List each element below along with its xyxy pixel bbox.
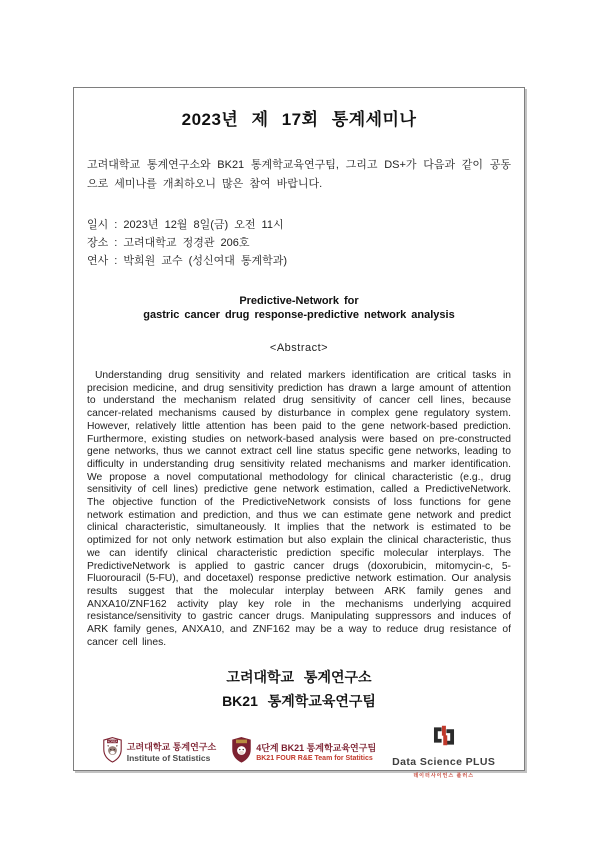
institute-logo-text	[127, 741, 216, 764]
event-speaker: 연사 : 박희원 교수 (성신여대 통계학과)	[87, 255, 288, 267]
host-line-1: 고려대학교 통계연구소	[226, 669, 372, 686]
institute-name-en: Institute of Statistics	[126, 753, 211, 764]
logo-row	[87, 725, 511, 780]
page-title: 2023년 제 17회 통계세미나	[181, 110, 417, 129]
host-organizations	[87, 665, 511, 713]
data-science-plus-logo	[392, 725, 495, 780]
announcement-card	[73, 87, 525, 780]
ku-crest-icon	[103, 737, 122, 768]
ds-plus-name-ko: 데이터사이언스 플러스	[413, 773, 475, 780]
event-location: 장소 : 고려대학교 정경관 206호	[87, 237, 250, 249]
ds-plus-name-en: Data Science PLUS	[392, 756, 496, 769]
bk21-name-ko: 4단계 BK21 통계학교육연구팀	[256, 742, 377, 753]
bk21-name-en: BK21 FOUR R&E Team for Statitics	[256, 754, 373, 762]
abstract-text: Understanding drug sensitivity and related markers identification are critical tasks in precision medicine, and drug sensitivity prediction has drawn a large amount of attention to understand the mechanism related drug sensitivity of cancer cell lines, because cancer-related mechanisms caused by disturbance in complex gene regulatory system. However, relatively little attention has been paid to the gene network-based prediction. Furthermore, existing studies on network-based analysis were based on pre-constructed gene networks, thus we cannot extract cell line status specific gene networks, leading to difficulty in understanding drug sensitivity related mechanisms and marker identification. We propose a novel computational methodology for clinical characteristic (e.g., drug sensitivity of cell lines) predictive gene network estimation, called a PredictiveNetwork. The objective function of the PredictiveNetwork consists of loss functions for gene network estimation and prediction, and thus we can estimate gene network and predict clinical characteristic, simultaneously. It implies that the network is estimated to be optimized for not only network estimation but also explain the clinical characteristic, thus we can identify clinical characteristic prediction specific molecular interplays. The PredictiveNetwork is applied to gastric cancer drugs (doxorubicin, mitomycin-c, 5-Fluorouracil (5-FU), and docetaxel) response predictive network estimation. Our analysis results suggest that the molecular interplay between ARK family genes and ANXA10/ZNF162 activity play key role in the mechanisms underlying acquired resistance/sensitivity to gastric cancer drugs. Manipulating suppressors and induces of ARK family genes, ANXA10, and ZNF162 may be a way to reduce drug resistance of cancer cell lines.	[87, 370, 511, 648]
bk21-team-logo	[232, 737, 376, 768]
svg-text:KOREA: KOREA	[107, 739, 118, 744]
institute-name-ko: 고려대학교 통계연구소	[126, 742, 217, 753]
intro-text: 고려대학교 통계연구소와 BK21 통계학교육연구팀, 그리고 DS+가 다음과 같이 공동으로 세미나를 개최하오니 많은 참여 바랍니다.	[87, 159, 511, 190]
institute-of-statistics-logo	[103, 737, 216, 768]
event-datetime: 일시 : 2023년 12월 8일(금) 오전 11시	[87, 219, 284, 231]
talk-title-line2: gastric cancer drug response-predictive network analysis	[143, 309, 455, 321]
dsplus-icon	[431, 725, 457, 751]
bk21-crest-icon	[232, 737, 251, 768]
bk21-logo-text	[256, 742, 376, 764]
host-line-2: BK21 통계학교육연구팀	[222, 693, 376, 710]
talk-title-line1: Predictive-Network for	[239, 295, 359, 307]
abstract-heading: <Abstract>	[269, 342, 329, 354]
talk-title	[87, 294, 511, 322]
event-info	[87, 216, 511, 270]
